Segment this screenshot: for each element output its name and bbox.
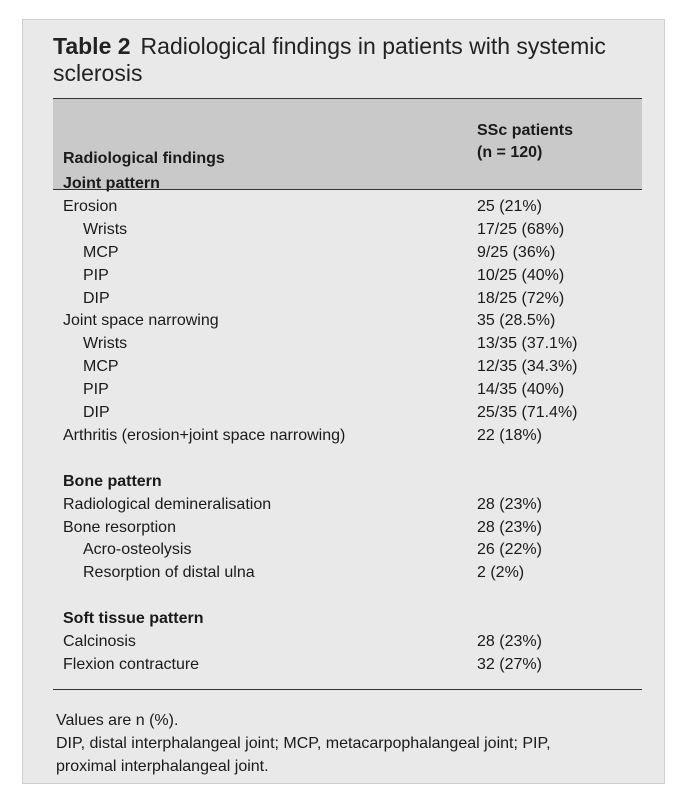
subrow-value: 17/25 (68%) <box>477 220 565 238</box>
subrow-value: 26 (22%) <box>477 541 542 559</box>
subrow-label: Acro-osteolysis <box>83 541 192 559</box>
section-heading: Bone pattern <box>63 472 162 490</box>
row-value: 22 (18%) <box>477 426 542 444</box>
subrow-value: 13/35 (37.1%) <box>477 335 578 353</box>
subrow-label: PIP <box>83 266 109 284</box>
row-value: 28 (23%) <box>477 633 542 650</box>
subrow-label: MCP <box>83 243 119 261</box>
subrow-label: Wrists <box>83 335 128 353</box>
table-title-text: Radiological findings in patients with systemic sclerosis <box>53 33 606 86</box>
subrow-value: 2 (2%) <box>477 564 525 582</box>
subrow-value: 25/35 (71.4%) <box>477 404 578 421</box>
row-value: 25 (21%) <box>477 197 542 215</box>
table-title <box>53 33 643 87</box>
subrow-value: 14/35 (40%) <box>477 381 565 399</box>
subrow-value: 10/25 (40%) <box>477 266 565 284</box>
subrow-value: 12/35 (34.3%) <box>477 358 578 376</box>
row-label: Flexion contracture <box>63 655 200 673</box>
subrow-label: Resorption of distal ulna <box>83 564 255 582</box>
subrow-label: DIP <box>83 289 110 307</box>
table-footnote <box>56 709 646 778</box>
row-label: Radiological demineralisation <box>63 495 272 513</box>
section-heading: Joint pattern <box>63 175 160 192</box>
row-value: 32 (27%) <box>477 655 542 673</box>
subrow-label: MCP <box>83 358 119 376</box>
subrow-label: DIP <box>83 404 110 421</box>
section-heading: Soft tissue pattern <box>63 610 204 628</box>
table-label: Table 2 <box>53 33 131 59</box>
row-label: Calcinosis <box>63 633 136 650</box>
header-col-findings: Radiological findings <box>63 150 225 167</box>
footnote-line: Values are n (%). <box>56 712 179 729</box>
row-label: Erosion <box>63 197 118 215</box>
header-col-ssc <box>477 120 573 164</box>
subrow-value: 9/25 (36%) <box>477 243 556 261</box>
row-label: Joint space narrowing <box>63 312 219 330</box>
row-label: Bone resorption <box>63 518 176 536</box>
row-label: Arthritis (erosion+joint space narrowing) <box>63 426 346 444</box>
subrow-value: 18/25 (72%) <box>477 289 565 307</box>
subrow-label: PIP <box>83 381 109 399</box>
header-col-ssc-line1: SSc patients <box>477 122 574 139</box>
row-value: 28 (23%) <box>477 495 542 513</box>
bottom-rule <box>53 689 642 690</box>
row-value: 35 (28.5%) <box>477 312 556 330</box>
table-panel <box>22 19 665 784</box>
header-col-ssc-line2: (n = 120) <box>477 144 543 161</box>
subrow-label: Wrists <box>83 220 128 238</box>
footnote-line: proximal interphalangeal joint. <box>56 758 269 775</box>
row-value: 28 (23%) <box>477 518 542 536</box>
footnote-line: DIP, distal interphalangeal joint; MCP, metacarpophalangeal joint; PIP, <box>56 735 551 752</box>
